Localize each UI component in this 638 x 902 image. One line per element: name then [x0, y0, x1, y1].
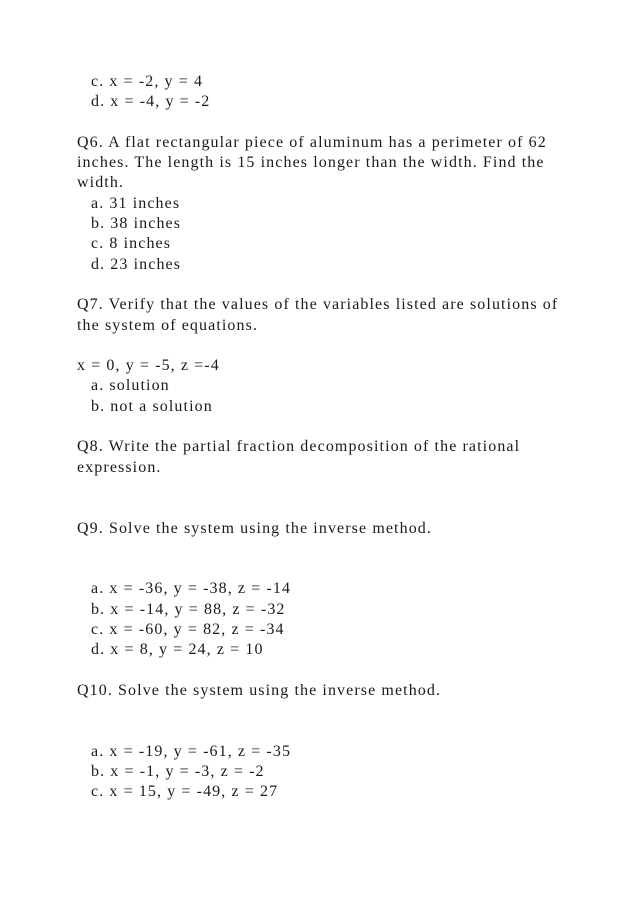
option-d: d. x = -4, y = -2 [91, 93, 211, 111]
question-10-option-b: b. x = -1, y = -3, z = -2 [91, 763, 265, 781]
question-7-text-line-1: Q7. Verify that the values of the variables listed are solutions of [77, 296, 559, 314]
question-9-option-d: d. x = 8, y = 24, z = 10 [91, 641, 264, 659]
question-10-text: Q10. Solve the system using the inverse method. [77, 681, 442, 699]
question-6-option-a: a. 31 inches [91, 194, 181, 212]
question-9-option-c: c. x = -60, y = 82, z = -34 [91, 621, 285, 639]
prev-question-options [77, 72, 578, 113]
question-8 [77, 437, 578, 478]
question-7-values: x = 0, y = -5, z =-4 [77, 357, 220, 375]
question-7-text-line-2: the system of equations. [77, 316, 259, 334]
question-6-option-b: b. 38 inches [91, 215, 182, 233]
question-8-text-line-2: expression. [77, 458, 162, 476]
option-c: c. x = -2, y = 4 [91, 73, 204, 90]
question-6 [77, 133, 578, 275]
question-9-text: Q9. Solve the system using the inverse method. [77, 519, 433, 537]
question-6-text-line-2: inches. The length is 15 inches longer than the width. Find the [77, 154, 545, 172]
question-7 [77, 295, 578, 417]
question-9-option-a: a. x = -36, y = -38, z = -14 [91, 580, 292, 598]
question-6-option-c: c. 8 inches [91, 235, 172, 253]
question-7-option-a: a. solution [91, 377, 170, 395]
question-8-text-line-1: Q8. Write the partial fraction decomposition of the rational [77, 438, 521, 456]
question-6-text-line-1: Q6. A flat rectangular piece of aluminum has a perimeter of 62 [77, 133, 547, 151]
question-6-text-line-3: width. [77, 174, 125, 192]
question-10-option-a: a. x = -19, y = -61, z = -35 [91, 742, 292, 760]
question-10 [77, 681, 578, 803]
question-9 [77, 519, 578, 661]
question-6-option-d: d. 23 inches [91, 255, 182, 273]
question-7-option-b: b. not a solution [91, 397, 213, 415]
question-10-option-c: c. x = 15, y = -49, z = 27 [91, 783, 279, 801]
question-9-option-b: b. x = -14, y = 88, z = -32 [91, 600, 286, 618]
